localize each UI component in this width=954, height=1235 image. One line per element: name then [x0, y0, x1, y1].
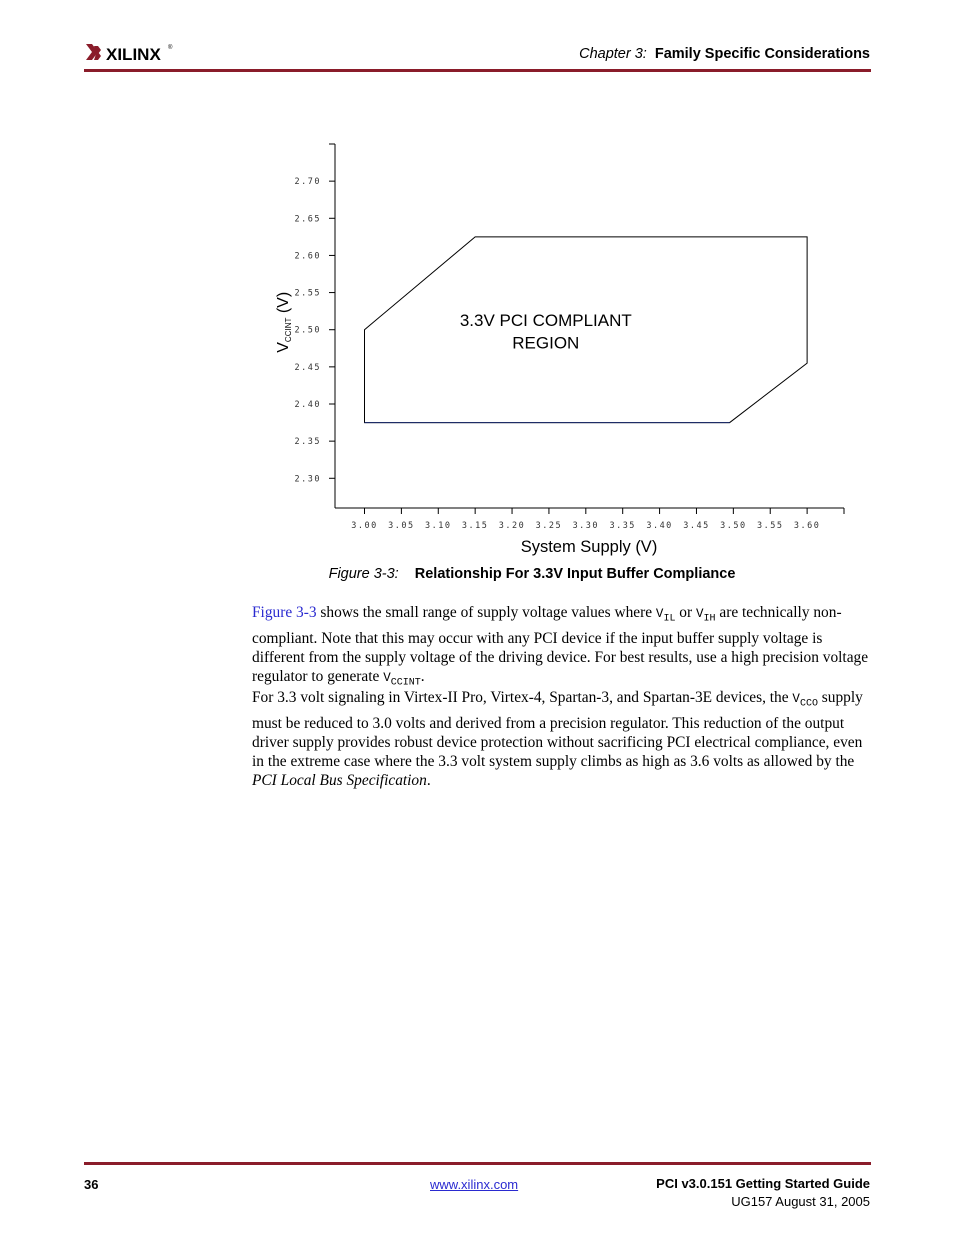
x-tick-label: 3.10: [425, 521, 452, 531]
guide-title: PCI v3.0.151 Getting Started Guide: [656, 1176, 870, 1191]
y-tick-label: 2.70: [294, 177, 321, 188]
chapter-label: Chapter 3:: [579, 46, 647, 62]
region-label-line-1: 3.3V PCI COMPLIANT: [459, 311, 632, 330]
xilinx-logo-mark-icon: [84, 40, 184, 68]
x-tick-label: 3.60: [793, 521, 821, 531]
x-tick-label: 3.45: [683, 521, 710, 531]
region-label-line-2: REGION: [512, 333, 580, 353]
y-tick-label: 2.30: [294, 474, 321, 485]
x-tick-label: 3.15: [461, 521, 489, 531]
p1-text-2: or: [675, 604, 696, 621]
header-rule: [84, 69, 871, 72]
paragraph-1: [252, 603, 872, 692]
header-chapter: [579, 46, 870, 62]
pci-spec-title: PCI Local Bus Specification: [252, 771, 427, 789]
x-axis-label: System Supply (V): [520, 538, 658, 556]
x-tick-label: 3.40: [646, 521, 673, 531]
chapter-title: Family Specific Considerations: [654, 46, 870, 62]
page-number: 36: [84, 1177, 99, 1192]
y-tick-label: 2.40: [294, 400, 321, 410]
y-tick-label: 2.60: [294, 251, 321, 262]
x-tick-label: 3.35: [609, 521, 636, 531]
x-tick-label: 3.05: [388, 521, 415, 531]
p2-text-3: .: [426, 771, 431, 789]
x-tick-label: 3.30: [572, 521, 600, 531]
doc-id: UG157 August 31, 2005: [731, 1194, 870, 1209]
y-tick-label: 2.35: [294, 437, 321, 448]
paragraph-2: [252, 688, 872, 790]
figure-3-3-link[interactable]: Figure 3-3: [252, 604, 317, 621]
figure-title: Relationship For 3.3V Input Buffer Compliance: [414, 566, 736, 582]
vil-symbol: $V_{IL}$: [655, 607, 676, 625]
figure-number: Figure 3-3:: [328, 566, 399, 582]
figure-caption: [0, 566, 954, 582]
footer-rule: [84, 1162, 871, 1165]
compliance-chart: [250, 130, 870, 560]
vccint-symbol: $V_{CCINT}$: [383, 670, 421, 688]
vih-symbol: $V_{IH}$: [695, 607, 716, 625]
y-tick-label: 2.50: [294, 325, 321, 336]
svg-text:®: ®: [168, 45, 173, 51]
x-tick-label: 3.20: [498, 521, 526, 531]
y-tick-label: 2.65: [294, 214, 321, 225]
vcco-symbol: $V_{CCO}$: [792, 692, 818, 710]
x-tick-label: 3.50: [720, 521, 747, 531]
logo-text: XILINX: [106, 45, 161, 64]
x-tick-label: 3.25: [535, 521, 563, 531]
x-tick-label: 3.00: [351, 521, 378, 531]
p1-text-1: shows the small range of supply voltage values where: [316, 604, 656, 621]
xilinx-url-link[interactable]: www.xilinx.com: [430, 1177, 519, 1192]
x-tick-label: 3.55: [756, 521, 784, 531]
p2-text-1: For 3.3 volt signaling in Virtex-II Pro, Virtex-4, Spartan-3, and Spartan-3E devices, the: [252, 689, 793, 706]
xilinx-logo: [84, 40, 184, 68]
y-tick-label: 2.55: [294, 288, 321, 299]
y-axis-label: VCCINT (V): [275, 291, 293, 353]
p1-text-4: .: [420, 667, 425, 685]
y-tick-label: 2.45: [294, 362, 321, 373]
p2-text-2: supply must be reduced to 3.0 volts and derived from a precision regulator. This reduction of the output driver supply provides robust device protection without sacrificing PCI electrical compliance, even in the extreme case where the 3.3 volt system supply climbs as high as 3.6 volts as allowed by the: [252, 689, 863, 770]
p1-text-3: are technically non-compliant. Note that this may occur with any PCI device if the input buffer supply voltage is different from the supply voltage of the driving device. For best results, use a high precision voltage regulator to generate: [252, 604, 869, 685]
figure-chart: [250, 130, 870, 560]
